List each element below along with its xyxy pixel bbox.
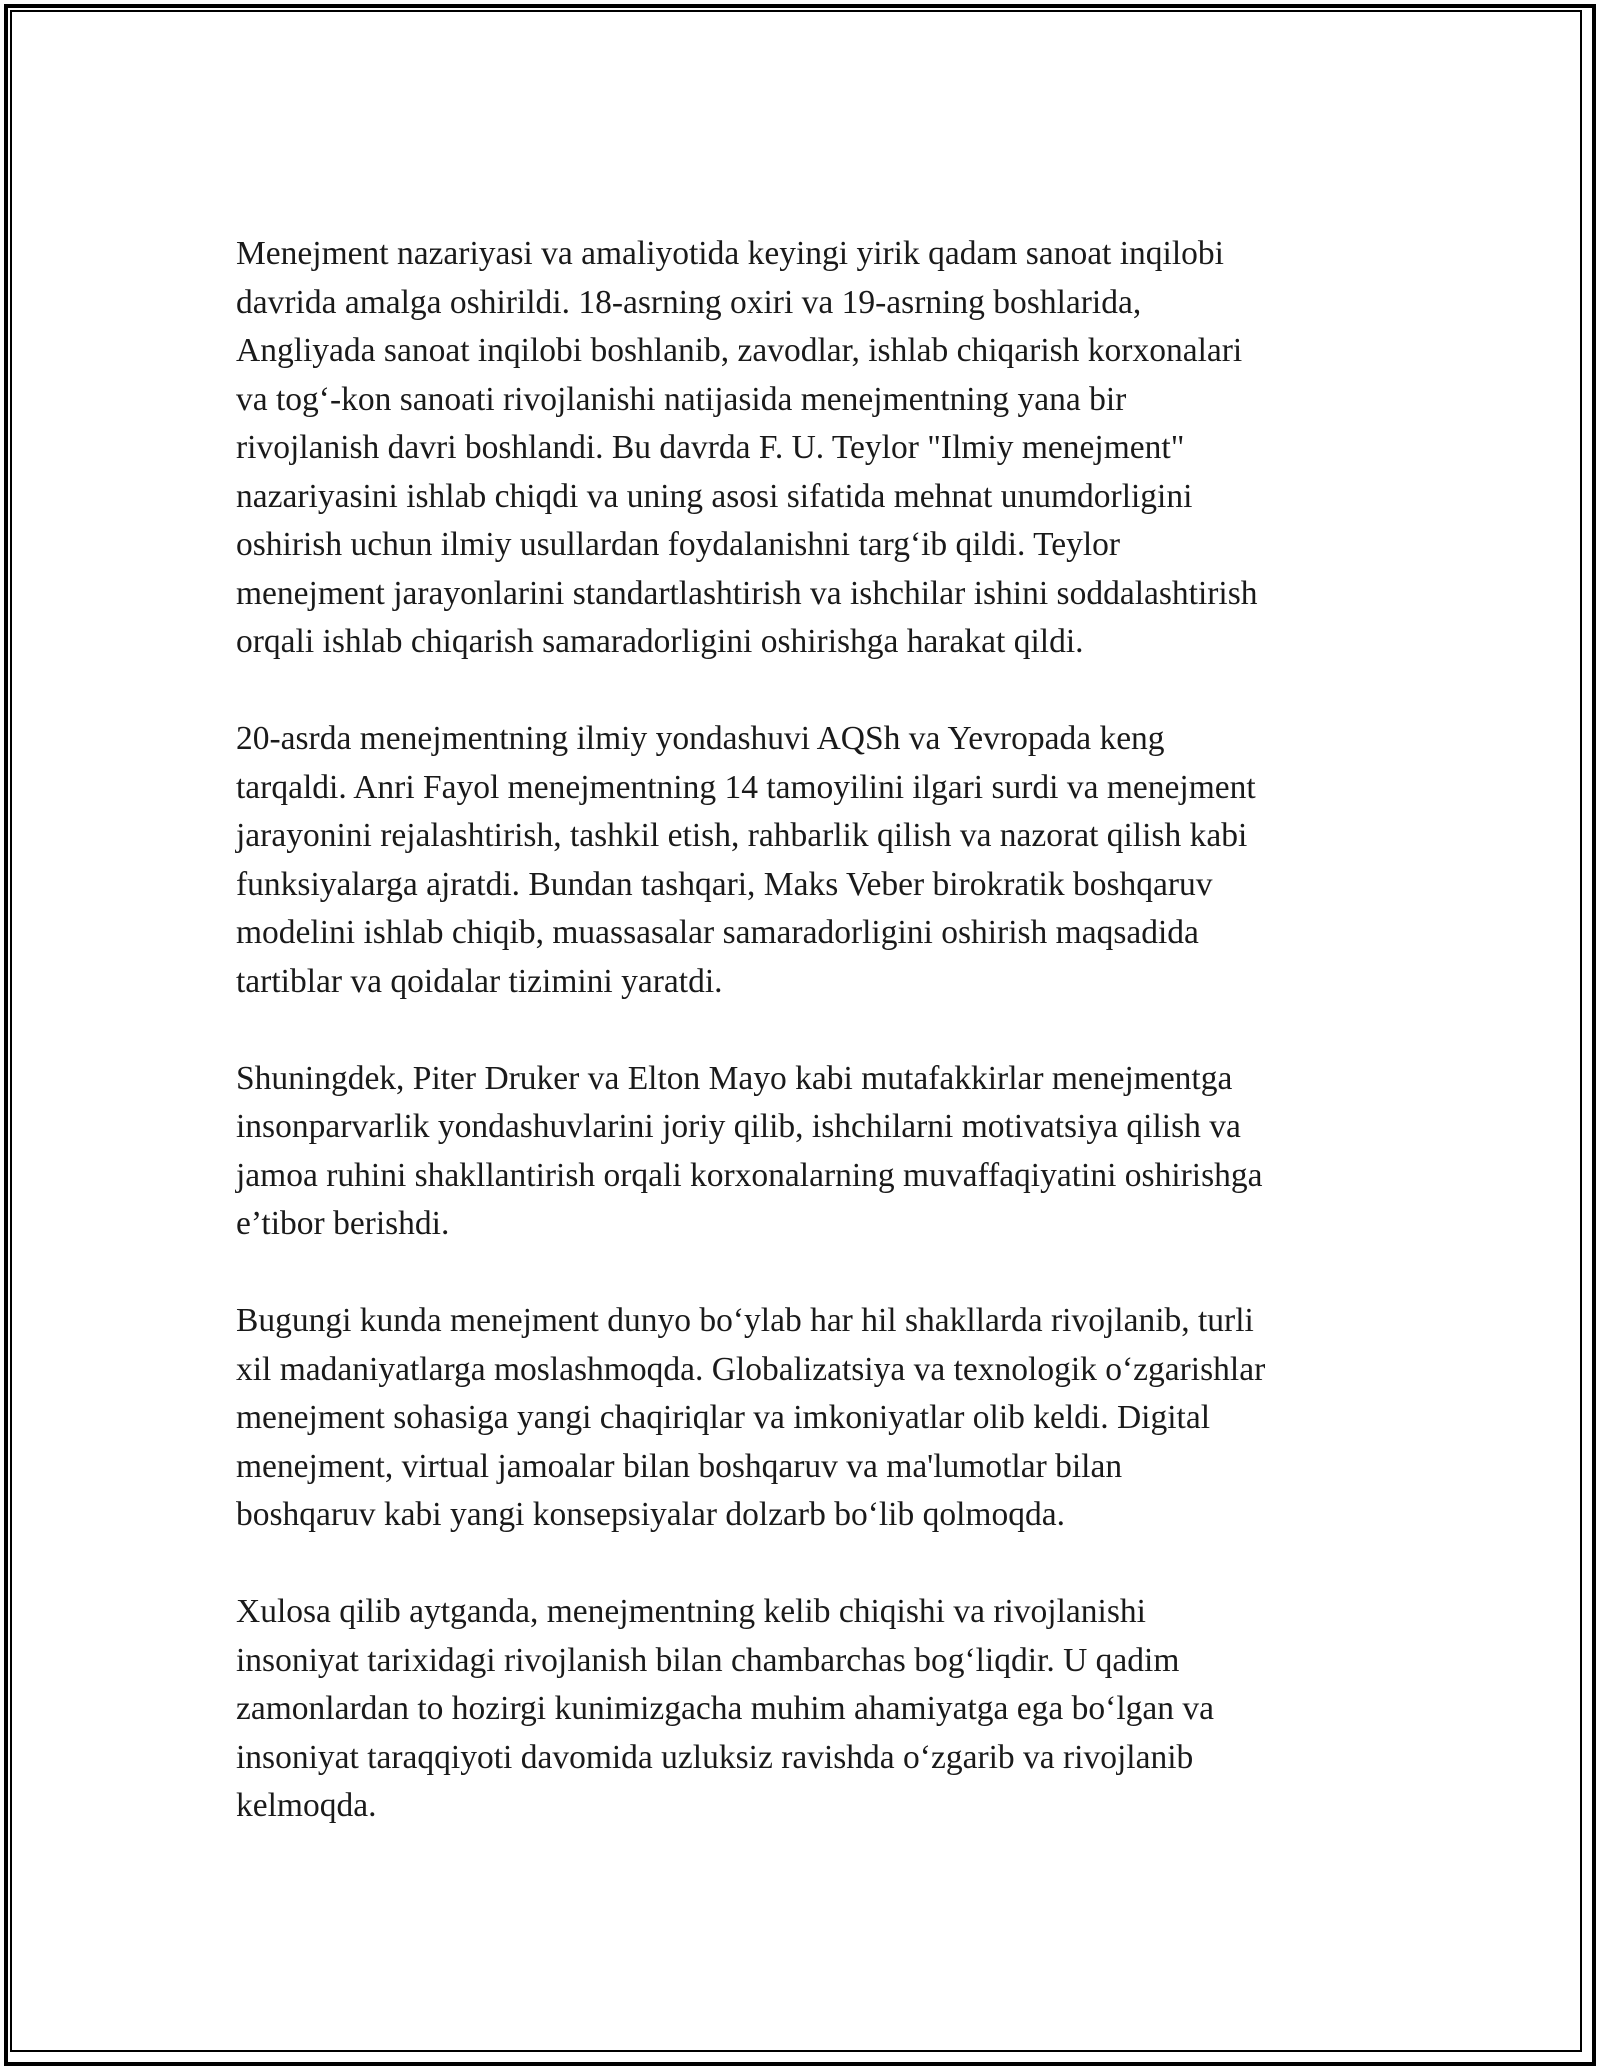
paragraph-4: Bugungi kunda menejment dunyo bo‘ylab har hil shakllarda rivojlanib, turli xil madaniyatlarga moslashmoqda. Globalizatsiya va texnologik o‘zgarishlar menejment sohasiga yangi chaqiriqlar va imkoniyatlar olib keldi. Digital menejment, virtual jamoalar bilan boshqaruv va ma'lumotlar bilan boshqaruv kabi yangi konsepsiyalar dolzarb bo‘lib qolmoqda.	[236, 1302, 1266, 1533]
paragraph-2: 20-asrda menejmentning ilmiy yondashuvi AQSh va Yevropada keng tarqaldi. Anri Fayol menejmentning 14 tamoyilini ilgari surdi va menejment jarayonini rejalashtirish, tashkil etish, rahbarlik qilish va nazorat qilish kabi funksiyalarga ajratdi. Bundan tashqari, Maks Veber birokratik boshqaruv modelini ishlab chiqib, muassasalar samaradorligini oshirish maqsadida tartiblar va qoidalar tizimini yaratdi.	[236, 720, 1256, 1000]
document-body	[236, 230, 1376, 1831]
paragraph-3: Shuningdek, Piter Druker va Elton Mayo kabi mutafakkirlar menejmentga insonparvarlik yondashuvlarini joriy qilib, ishchilarni motivatsiya qilish va jamoa ruhini shakllantirish orqali korxonalarning muvaffaqiyatini oshirishga e’tibor berishdi.	[236, 1059, 1263, 1242]
paragraph-1: Menejment nazariyasi va amaliyotida keyingi yirik qadam sanoat inqilobi davrida amalga oshirildi. 18-asrning oxiri va 19-asrning boshlarida, Angliyada sanoat inqilobi boshlanib, zavodlar, ishlab chiqarish korxonalari va tog‘-kon sanoati rivojlanishi natijasida menejmentning yana bir rivojlanish davri boshlandi. Bu davrda F. U. Teylor "Ilmiy menejment" nazariyasini ishlab chiqdi va uning asosi sifatida mehnat unumdorligini oshirish uchun ilmiy usullardan foydalanishni targ‘ib qildi. Teylor menejment jarayonlarini standartlashtirish va ishchilar ishini soddalashtirish orqali ishlab chiqarish samaradorligini oshirishga harakat qildi.	[236, 235, 1258, 660]
paragraph-5: Xulosa qilib aytganda, menejmentning kelib chiqishi va rivojlanishi insoniyat tarixidagi rivojlanish bilan chambarchas bog‘liqdir. U qadim zamonlardan to hozirgi kunimizgacha muhim ahamiyatga ega bo‘lgan va insoniyat taraqqiyoti davomida uzluksiz ravishda o‘zgarib va rivojlanib kelmoqda.	[236, 1593, 1214, 1824]
